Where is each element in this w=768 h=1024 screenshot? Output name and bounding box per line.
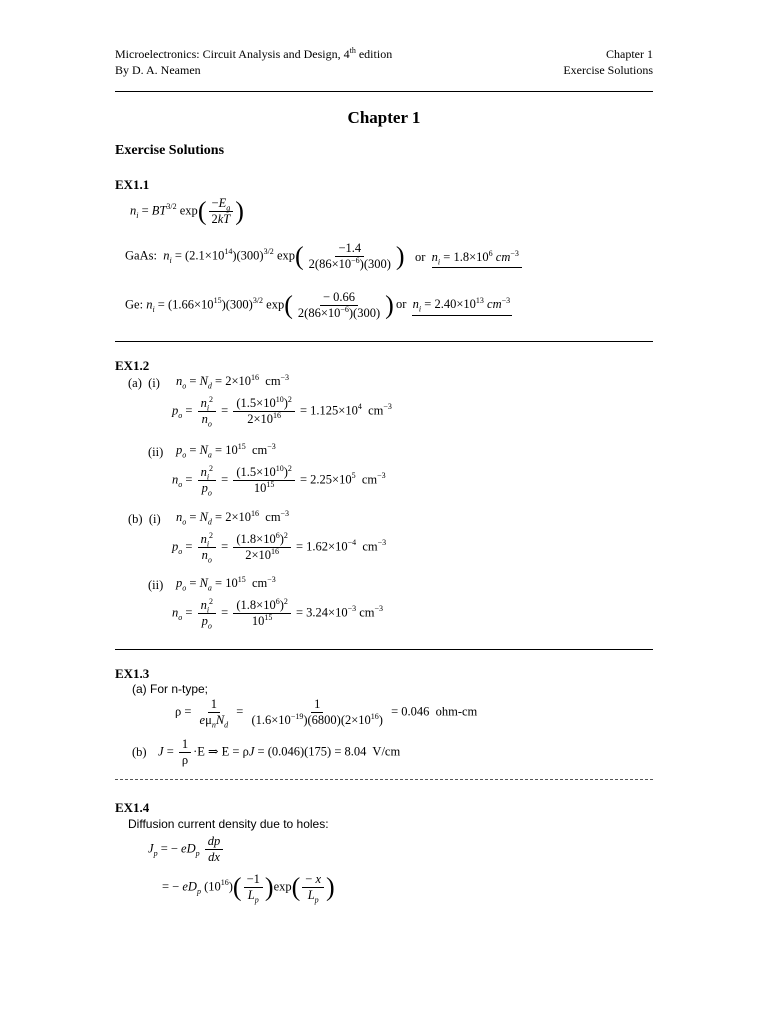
header-chapter: Chapter 1 [606, 47, 653, 61]
ex4-eq1: $J_p$ = − $eD_p$ $\frac{dp}{dx}$ [148, 834, 225, 865]
header-section: Exercise Solutions [563, 63, 653, 77]
ex2-b-ii-2: $n_o$ = $\frac{n_i^2}{p_o}$ = $\frac{(1.8\times 10^6)^2}{10^{15}}$ = $3.24\times 10^{-3}$ $cm^{-3}$ [172, 596, 384, 631]
ex4-eq2: = − $eD_p$ $(10^{16})$( $\frac{-1}{L_p}$ )exp( $\frac{- x}{L_p}$ ) [162, 872, 335, 905]
author: By D. A. Neamen [115, 63, 201, 77]
ex3-dashed-rule [115, 779, 653, 780]
ex2-b-i-tag: (b) (i) [128, 512, 161, 526]
ex3-rho: ρ = $\frac{1}{e\mu_nN_d}$ = $\frac{1}{(1.6\times 10^{-19})(6800)(2\times 10^{16})}$ = 0.046 ohm-cm [175, 697, 478, 730]
page-title: Chapter 1 [347, 108, 421, 127]
ex1-gaas-result: or $n_i = 1.8\times 10^6$ $cm^{-3}$ [415, 248, 519, 267]
ex2-a-i-1: $n_o = N_d = 2\times 10^{16}$ $cm^{-3}$ [176, 372, 290, 391]
ex2-a-ii-tag: (ii) [148, 445, 164, 459]
ex3-j: J = $\frac{1}{\rho}$ ·E ⇒ E = ρJ = (0.046)(175) = 8.04 V/cm [158, 737, 401, 767]
ex1-gaas-expr: GaAs: $n_i = (2.1\times 10^{14})(300)^{3/2}$ exp( $\frac{-1.4}{2(86\times 10^{-6})(300)}$ ) [125, 241, 405, 271]
ex3-b-tag: (b) [132, 745, 147, 759]
header-rule [115, 91, 653, 92]
ex3-a-text: (a) For n-type; [132, 682, 209, 696]
ex4-text: Diffusion current density due to holes: [128, 817, 329, 831]
header-left [115, 46, 392, 78]
ex1-ge-underline [412, 315, 512, 316]
header-right [563, 46, 653, 78]
ex4-label: EX1.4 [115, 800, 150, 815]
ex2-b-i-1: $n_o = N_d = 2\times 10^{16}$ $cm^{-3}$ [176, 508, 290, 527]
ex3-label: EX1.3 [115, 666, 150, 681]
ex1-rule [115, 341, 653, 342]
ex2-a-ii-1: $p_o = N_a = 10^{15}$ $cm^{-3}$ [176, 441, 276, 460]
book-title: Microelectronics: Circuit Analysis and Design, 4th edition [115, 46, 393, 61]
ex2-a-ii-2: $n_o$ = $\frac{n_i^2}{p_o}$ = $\frac{(1.5\times 10^{10})^2}{10^{15}}$ = $2.25\times 10^5$ $cm^{-3}$ [172, 463, 386, 498]
ex2-b-ii-1: $p_o = N_a = 10^{15}$ $cm^{-3}$ [176, 574, 276, 593]
ex2-rule [115, 649, 653, 650]
ex1-eq1: $n_i = BT^{3/2}$ exp( $\frac{-E_g}{2kT}$ ) [130, 196, 244, 226]
page-subtitle: Exercise Solutions [115, 143, 225, 158]
ex1-ge-result: or $n_i = 2.40\times 10^{13}$ $cm^{-3}$ [396, 295, 511, 314]
ex1-ge-expr: Ge: $n_i = (1.66\times 10^{15})(300)^{3/2}$ exp( $\frac{- 0.66}{2(86\times 10^{-6})(300)}$ ) [125, 290, 394, 320]
ex1-gaas-underline [432, 267, 522, 268]
ex1-label: EX1.1 [115, 177, 150, 192]
ex2-label: EX1.2 [115, 358, 150, 373]
ex2-b-ii-tag: (ii) [148, 578, 164, 592]
ex2-a-i-tag: (a) (i) [128, 376, 160, 390]
ex2-a-i-2: $p_o$ = $\frac{n_i^2}{n_o}$ = $\frac{(1.5\times 10^{10})^2}{2\times 10^{16}}$ = $1.125\times 10^4$ $cm^{-3}$ [172, 394, 392, 429]
ex2-b-i-2: $p_o$ = $\frac{n_i^2}{n_o}$ = $\frac{(1.8\times 10^6)^2}{2\times 10^{16}}$ = $1.62\times 10^{-4}$ $cm^{-3}$ [172, 530, 387, 565]
